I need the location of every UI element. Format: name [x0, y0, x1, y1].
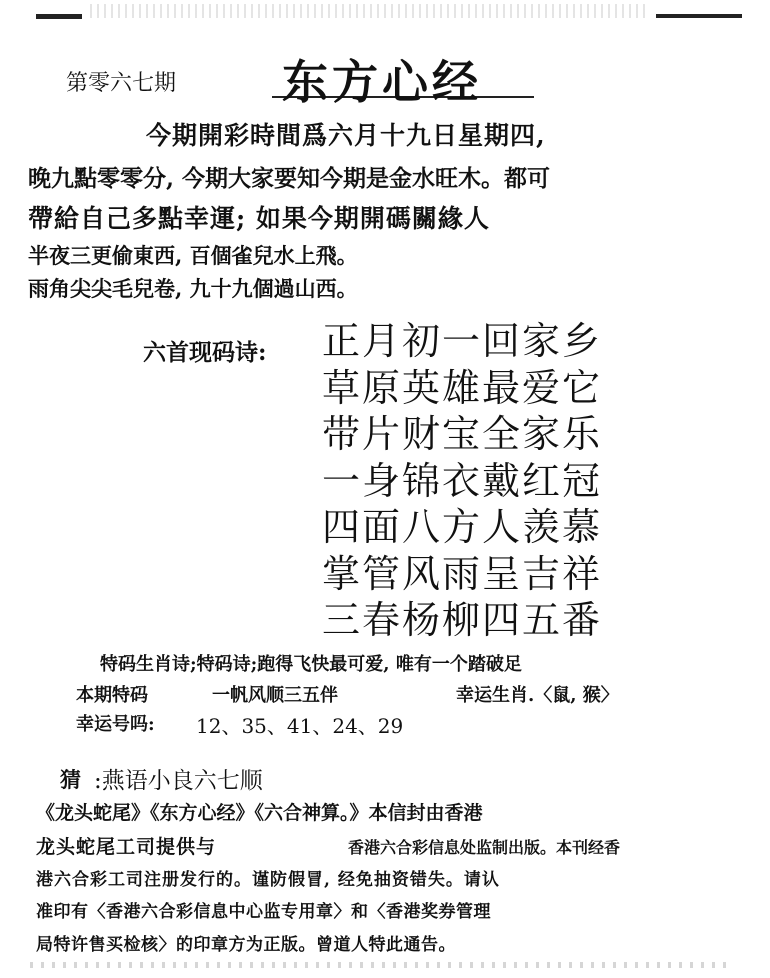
lucky-numbers-label: 幸运号吗: [76, 714, 155, 735]
intro-line-4: 半夜三更偷東西, 百個雀兒水上飛。 [28, 243, 358, 268]
poem-line: 四面八方人羡慕 [322, 505, 603, 549]
intro-line-3: 帶給自己多點幸運; 如果今期開碼關緣人 [28, 204, 490, 233]
scan-noise-bottom [30, 962, 730, 968]
poem-line: 一身锦衣戴红冠 [322, 458, 603, 503]
intro-line-2: 晚九點零零分, 今期大家要知今期是金水旺木。都可 [28, 165, 551, 192]
page-title: 东方心经 [282, 55, 482, 109]
scan-noise-top [90, 4, 650, 18]
guess-label: 猜 [60, 767, 81, 792]
scan-mark-top-left [36, 14, 82, 19]
poem-line: 草原英雄最爱它 [322, 365, 603, 410]
current-tema-label: 本期特码 [76, 685, 148, 706]
poem-line: 三春杨柳四五番 [322, 598, 603, 642]
poem-line: 带片财宝全家乐 [322, 412, 603, 456]
lucky-numbers: 12、35、41、24、29 [196, 714, 404, 738]
scan-mark-top-right [656, 14, 742, 18]
guess-value: :燕语小良六七顺 [94, 768, 263, 794]
intro-line-5: 雨角尖尖毛兒卷, 九十九個過山西。 [28, 276, 358, 301]
intro-line-1: 今期開彩時間爲六月十九日星期四, [146, 121, 546, 150]
issue-number: 第零六七期 [66, 71, 177, 96]
notice-line-3: 港六合彩工司注册发行的。谨防假冒, 经免抽资错失。请认 [36, 870, 500, 890]
poem-block [322, 318, 602, 644]
notice-line-1: 《龙头蛇尾》《东方心经》《六合神算。》本信封由香港 [36, 802, 483, 824]
current-tema-value: 一帆风顺三五伴 [212, 685, 338, 706]
poem-label: 六首现码诗: [143, 339, 267, 366]
poem-line: 正月初一回家乡 [322, 319, 603, 363]
poem-line: 掌管风雨呈吉祥 [322, 551, 603, 596]
notice-line-4: 准印有〈香港六合彩信息中心监专用章〉和〈香港奖券管理 [36, 902, 491, 922]
lucky-zodiac: 幸运生肖.〈鼠, 猴〉 [456, 685, 619, 706]
tema-poem-line: 特码生肖诗;特码诗;跑得飞快最可爱, 唯有一个踏破足 [100, 654, 522, 675]
notice-line-5: 局特许售买检核〉的印章方为正版。曾道人特此通告。 [36, 935, 456, 955]
notice-line-2a: 龙头蛇尾工司提供与 [36, 836, 217, 858]
notice-line-2b: 香港六合彩信息处监制出版。本刊经香 [348, 838, 621, 857]
